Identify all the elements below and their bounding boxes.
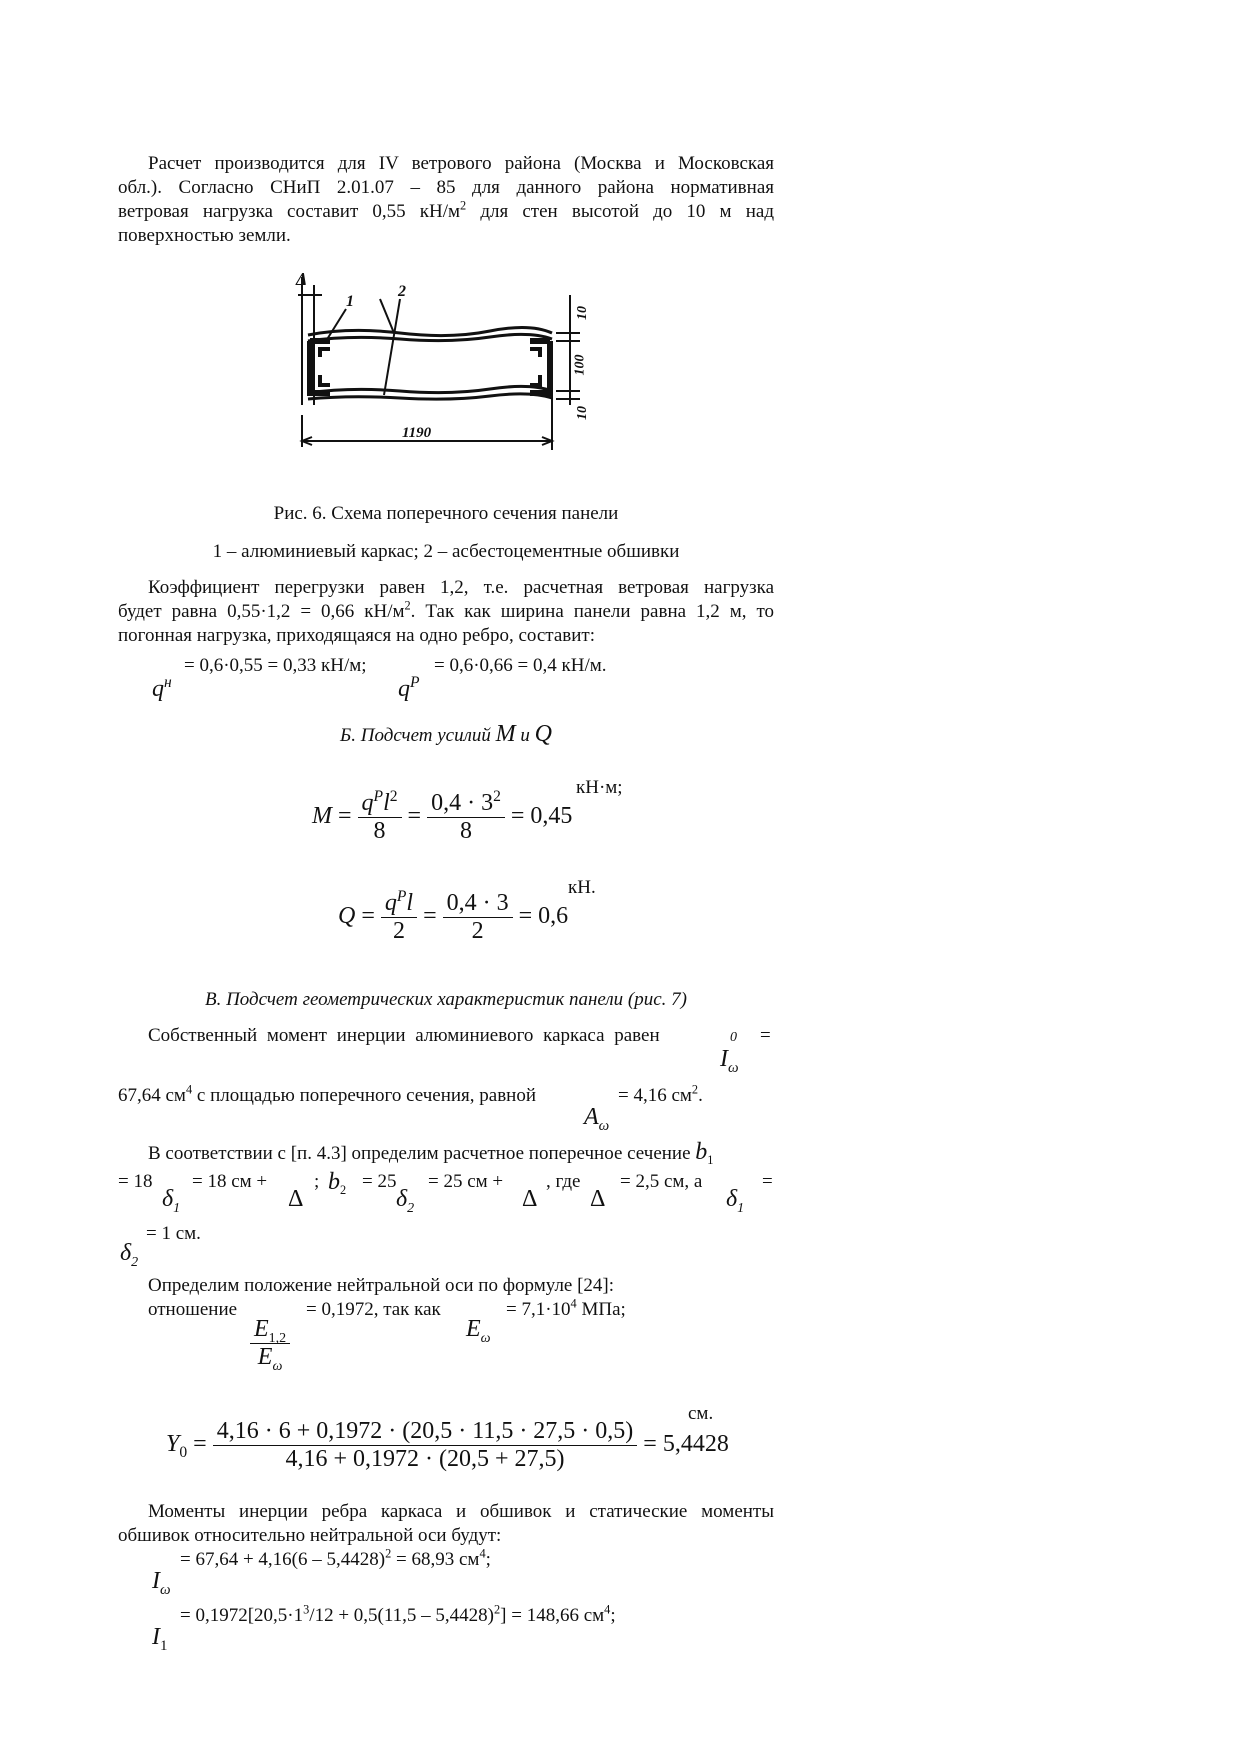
delta2-symbol: $\delta_2$ bbox=[396, 1186, 415, 1216]
delta1-symbol-b: $\delta_1$ bbox=[726, 1186, 745, 1216]
intro-line-1: Расчет производится для IV ветрового района (Москва и Московская bbox=[148, 153, 774, 174]
iw-value: = 67,64 + 4,16(6 – 5,4428)$^2$ = 68,93 $см^4$; bbox=[180, 1546, 491, 1570]
section-line-1: В соответствии с [п. 4.3] определим расчетное поперечное сечение $b_1$ bbox=[148, 1139, 714, 1167]
overload-line-2: будет равна 0,55·1,2 = 0,66 $кН/м^2$. Так как ширина панели равна 1,2 м, то bbox=[118, 598, 774, 622]
i1-value: = $0,1972[20,5\cdot 1^3/12 + 0,5(11,5 - 5,4428)^2] = 148,66$ $см^4$; bbox=[180, 1602, 616, 1626]
inertia-symbol: I 0 $_\omega$ bbox=[720, 1030, 739, 1076]
figure-dim-top: 10 bbox=[575, 306, 590, 320]
e-value: = $7,1\cdot 10^4$ МПа; bbox=[506, 1296, 626, 1320]
qp-value: = 0,6·0,66 = 0,4 кН/м. bbox=[434, 655, 607, 676]
ratio-label: отношение bbox=[148, 1299, 238, 1320]
iw-symbol: $I_\omega$ bbox=[152, 1568, 171, 1598]
panel-cross-section-figure bbox=[290, 265, 610, 465]
figure-callout-1: 1 bbox=[346, 293, 354, 310]
overload-line-3: погонная нагрузка, приходящаяся на одно ребро, составит: bbox=[118, 625, 595, 646]
intro-paragraph bbox=[118, 152, 774, 248]
q-fraction-2: $\frac{0,4 \cdot 3}{2}$ bbox=[443, 890, 513, 945]
neutral-axis-line-1: Определим положение нейтральной оси по формуле [24]: bbox=[148, 1275, 615, 1296]
qn-symbol: $q^н$ bbox=[152, 674, 172, 702]
e-omega-symbol: $E_\omega$ bbox=[466, 1316, 491, 1346]
i1-symbol: $I_1$ bbox=[152, 1624, 168, 1654]
section-line-2: = 18 = 18 см + ; $b_2$ = 25 = 25 см + , где = 2,5 см, а = bbox=[118, 1169, 773, 1197]
m-fraction-1: $\frac{q^Pl^2}{8}$ bbox=[358, 790, 402, 845]
y0-formula: $Y_0$ = $\frac{4,16 \cdot 6 + 0,1972 \cdot (20,5 \cdot 11,5 \cdot 27,5 \cdot 0,5)}{4,16 + 0,1972 \cdot (20,5 + 27,5)}$ = 5,4428 bbox=[166, 1418, 729, 1472]
moments-line-1: Моменты инерции ребра каркаса и обшивок и статические моменты bbox=[148, 1501, 774, 1522]
intro-line-4: поверхностью земли. bbox=[118, 225, 291, 246]
m-unit: кН·м; bbox=[576, 777, 623, 798]
qn-value: = 0,6·0,55 = 0,33 кН/м; bbox=[184, 655, 367, 676]
section-v-heading: В. Подсчет геометрических характеристик панели (рис. 7) bbox=[204, 989, 687, 1010]
area-value: = 4,16 $см^2$. bbox=[618, 1082, 703, 1106]
section-b-heading: Б. Подсчет усилий M и Q bbox=[340, 721, 552, 747]
m-formula: M = $\frac{q^Pl^2}{8}$ = $\frac{0,4 \cdot 3^2}{8}$ = 0,45 bbox=[312, 788, 573, 844]
inertia-line-1: Собственный момент инерции алюминиевого каркаса равен bbox=[148, 1025, 660, 1046]
y-unit: см. bbox=[688, 1403, 714, 1424]
ratio-fraction: $\frac{E_{1,2}}{E_\omega}$ bbox=[250, 1316, 290, 1371]
ratio-value: = 0,1972, так как bbox=[306, 1299, 441, 1320]
delta2-symbol-b: $\delta_2$ bbox=[120, 1240, 139, 1270]
moments-paragraph bbox=[118, 1500, 774, 1548]
delta-big-c: Δ bbox=[590, 1186, 606, 1212]
q-fraction-1: $\frac{q^Pl}{2}$ bbox=[381, 890, 417, 945]
y0-fraction: $\frac{4,16 \cdot 6 + 0,1972 \cdot (20,5 \cdot 11,5 \cdot 27,5 \cdot 0,5)}{4,16 + 0,1972 \cdot (20,5 + 27,5)}$ bbox=[213, 1418, 638, 1473]
figure-callout-2: 2 bbox=[398, 283, 406, 300]
panel-section-drawing bbox=[290, 265, 610, 465]
figure-dim-mid: 100 bbox=[572, 354, 588, 376]
intro-line-3: ветровая нагрузка составит 0,55 $кН/м^2$ для стен высотой до 10 м над bbox=[118, 198, 774, 222]
area-symbol: $A_\omega$ bbox=[584, 1104, 610, 1134]
delta-big-a: Δ bbox=[288, 1186, 304, 1212]
moments-line-2: обшивок относительно нейтральной оси будут: bbox=[118, 1525, 502, 1546]
delta1-symbol-a: $\delta_1$ bbox=[162, 1186, 181, 1216]
delta-big-b: Δ bbox=[522, 1186, 538, 1212]
q-formula: Q = $\frac{q^Pl}{2}$ = $\frac{0,4 \cdot 3}{2}$ = 0,6 bbox=[338, 888, 569, 944]
section-line-3: = 1 см. bbox=[146, 1223, 201, 1244]
figure-dim-width: 1190 bbox=[402, 425, 432, 441]
overload-paragraph bbox=[118, 576, 774, 648]
m-fraction-2: $\frac{0,4 \cdot 3^2}{8}$ bbox=[427, 790, 505, 845]
intro-line-2: обл.). Согласно СНиП 2.01.07 – 85 для данного района нормативная bbox=[118, 177, 774, 198]
figure-label-delta: Δ bbox=[296, 269, 308, 289]
inertia-line-2: 67,64 $см^4$ с площадью поперечного сечения, равной bbox=[118, 1082, 537, 1106]
figure-caption: Рис. 6. Схема поперечного сечения панели bbox=[273, 503, 619, 524]
overload-line-1: Коэффициент перегрузки равен 1,2, т.е. расчетная ветровая нагрузка bbox=[148, 577, 774, 598]
qp-symbol: $q^Р$ bbox=[398, 674, 420, 702]
figure-legend: 1 – алюминиевый каркас; 2 – асбестоцементные обшивки bbox=[212, 541, 680, 562]
q-unit: кН. bbox=[568, 877, 596, 898]
inertia-eq: = bbox=[760, 1025, 771, 1046]
figure-dim-bottom: 10 bbox=[575, 406, 590, 420]
